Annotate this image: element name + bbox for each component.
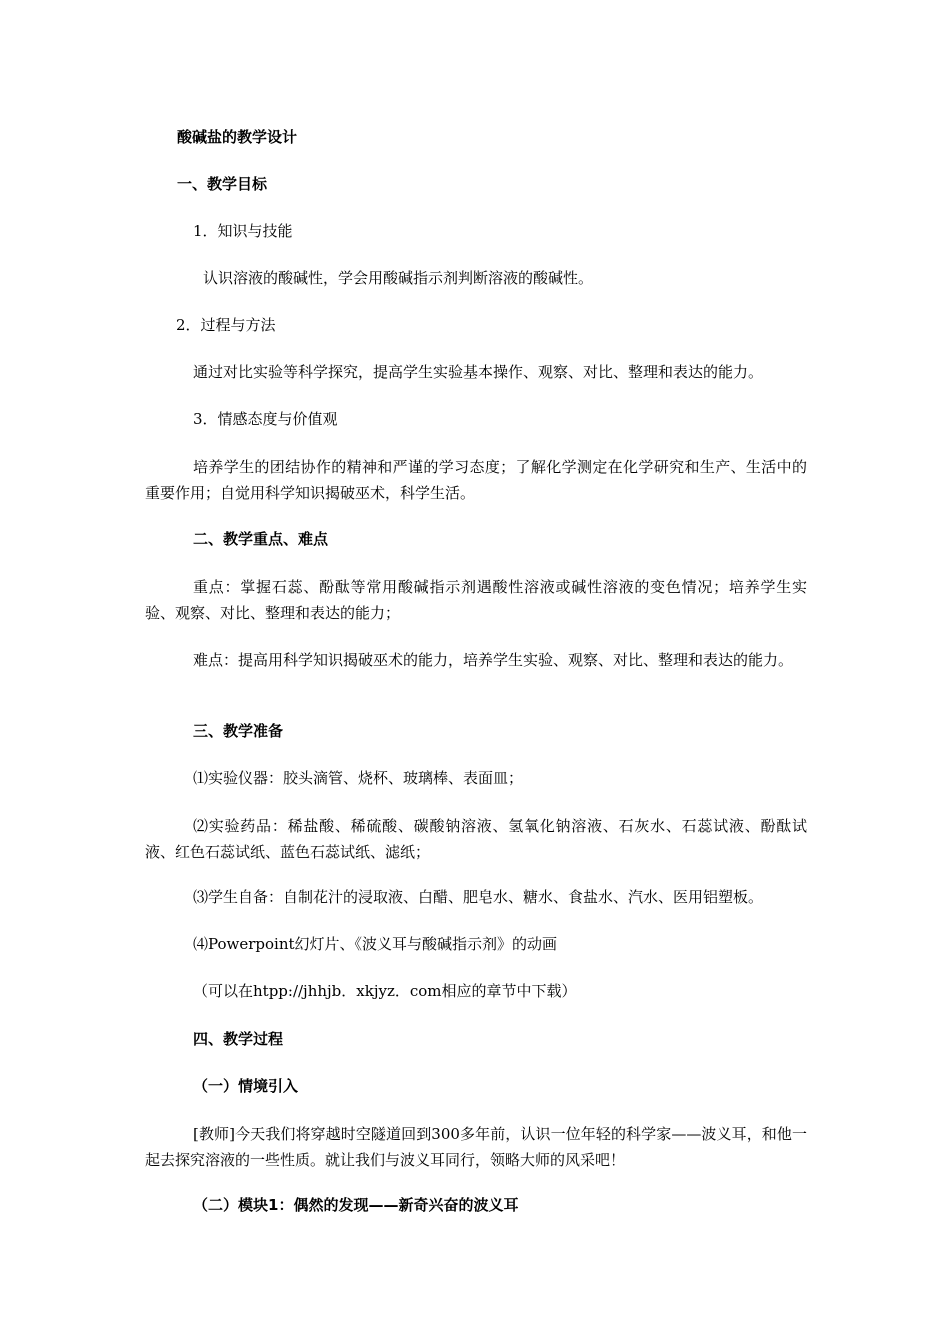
section-heading-preparation: 三、教学准备 [193,722,284,740]
objective-item-attitude: 3．情感态度与价值观 [193,410,338,428]
subsection-heading-module1: （二）模块1：偶然的发现——新奇兴奋的波义耳 [193,1196,519,1214]
subsection-heading-intro: （一）情境引入 [193,1077,299,1095]
document-title: 酸碱盐的教学设计 [177,128,298,146]
preparation-slides: ⑷Powerpoint幻灯片、《波义耳与酸碱指示剂》的动画 [193,935,558,953]
preparation-student-materials: ⑶学生自备：自制花汁的浸取液、白醋、肥皂水、糖水、食盐水、汽水、医用铝塑板。 [193,888,764,906]
objective-item-process: 2．过程与方法 [176,316,276,334]
preparation-instruments: ⑴实验仪器：胶头滴管、烧杯、玻璃棒、表面皿； [193,769,524,787]
objective-process-text: 通过对比实验等科学探究，提高学生实验基本操作、观察、对比、整理和表达的能力。 [193,363,764,381]
objective-attitude-text: 培养学生的团结协作的精神和严谨的学习态度；了解化学测定在化学研究和生产、生活中的重要作用；自觉用科学知识揭破巫术，科学生活。 [145,458,807,502]
teacher-intro-text: [教师]今天我们将穿越时空隧道回到300多年前，认识一位年轻的科学家——波义耳，和他一起去探究溶液的一些性质。就让我们与波义耳同行，领略大师的风采吧！ [145,1125,807,1169]
objective-item-knowledge: 1．知识与技能 [193,222,293,240]
objective-knowledge-text: 认识溶液的酸碱性，学会用酸碱指示剂判断溶液的酸碱性。 [203,269,594,287]
preparation-reagents: ⑵实验药品：稀盐酸、稀硫酸、碳酸钠溶液、氢氧化钠溶液、石灰水、石蕊试液、酚酞试液、红色石蕊试纸、蓝色石蕊试纸、滤纸； [145,817,807,861]
section-heading-process: 四、教学过程 [193,1030,284,1048]
section-heading-objectives: 一、教学目标 [177,175,268,193]
preparation-download-note: （可以在htpp://jhhjb．xkjyz．com相应的章节中下载） [193,982,577,1000]
difficult-point-text: 难点：提高用科学知识揭破巫术的能力，培养学生实验、观察、对比、整理和表达的能力。 [193,651,794,669]
section-heading-key-points: 二、教学重点、难点 [193,530,329,548]
key-point-text: 重点：掌握石蕊、酚酞等常用酸碱指示剂遇酸性溶液或碱性溶液的变色情况；培养学生实验、观察、对比、整理和表达的能力； [145,578,807,622]
